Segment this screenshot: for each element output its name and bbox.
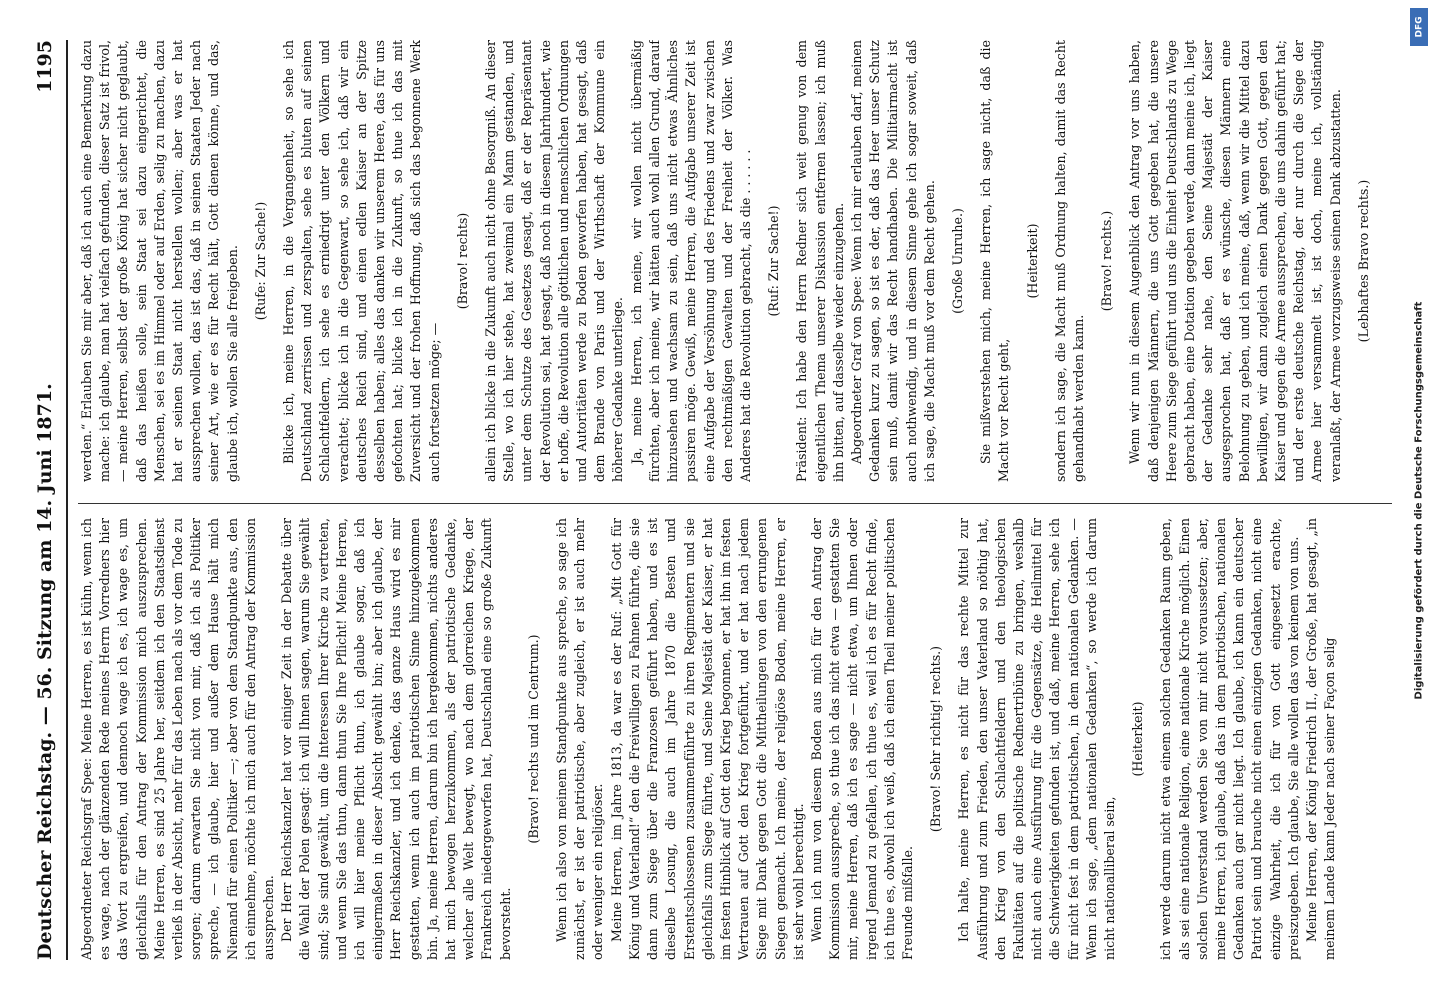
page-number: 1195 bbox=[34, 40, 56, 93]
paragraph: werden.“ Erlauben Sie mir aber, daß ich auch eine Bemerkung dazu mache: ich glaube, man hat vielfach gefunden, dieser Satz ist frivol, — meine Herren, selbst der große König hat sicher nicht geglaubt, daß das heißen solle, sein Staat sei dazu eingerichtet, die Menschen, sei es im Himmel oder auf Erden, selig zu machen, dazu hat er seinen Staat nicht herstellen wollen; aber was er hat aussprechen wollen, das ist das, daß in seinen Staaten Jeder nach seiner Art, wie er es für Recht hält, Gott dienen könne, und das, glaube ich, wollen Sie alle freigeben. bbox=[79, 40, 240, 482]
right-column bbox=[78, 40, 1392, 482]
dfg-logo: DFG bbox=[1410, 8, 1428, 46]
header-title: Deutscher Reichstag. — 56. Sitzung am 14. Juni 1871. bbox=[34, 383, 56, 960]
column-divider bbox=[78, 503, 1392, 504]
paragraph: Blicke ich, meine Herren, in die Vergangenheit, so sehe ich Deutschland zerrissen und zerspalten, sehe es bluten auf seinen Schlachtfeldern, ich sehe es erniedrigt unter den Völkern und verachtet; blicke ich in die Gegenwart, so sehe ich, daß wir ein deutsches Reich sind, und einen edlen Kaiser an der Spitze desselben haben; alles das danken wir unserem Heere, das für uns gefochten hat; blicke ich in die Zukunft, so thue ich das mit Zuversicht und der frohen Hoffnung, daß sich das begonnene Werk auch fortsetzen möge; — bbox=[281, 40, 442, 482]
interjection: (Große Unruhe.) bbox=[949, 208, 965, 314]
interjection: (Bravo! rechts.) bbox=[1099, 210, 1115, 312]
interjection: (Rufe: Zur Sache!) bbox=[252, 201, 268, 321]
paragraph: Wenn wir nun in diesem Augenblick den Antrag vor uns haben, daß denjenigen Männern, die uns Gott gegeben hat, die unsere Heere zum Siege geführt und uns die Einheit Deutschlands zu Wege gebracht haben, eine Dotation gegeben werde, dann meine ich, liegt der Gedanke sehr nahe, den Seine Majestät der Kaiser ausgesprochen hat, daß er es wünsche, diesen Männern eine Belohnung zu geben, und ich meine, daß, wenn wir die Mittel dazu bewilligen, wir dann zugleich einen Dank gegen Gott, gegen den Kaiser und gegen die Armee aussprechen, die uns dahin geführt hat; und der erste deutsche Reichstag, der nur durch die Siege der Armee hier versammelt ist, ist doch, meine ich, vollständig veranlaßt, der Armee vorzugsweise seinen Dank abzustatten. bbox=[1127, 40, 1343, 482]
paragraph: allein ich blicke in die Zukunft auch nicht ohne Besorgniß. An dieser Stelle, wo ich hier stehe, hat zweimal ein Mann gestanden, und unter dem Schutze des Gesetzes gesagt, daß er der Repräsentant der Revolution sei, hat gesagt, daß noch in diesem Jahrhundert, wie er hoffe, die Revolution alle göttlichen und menschlichen Ordnungen und Autoritäten werde zu Boden geworfen haben, hat gesagt, daß dem Brande von Paris und der Wirthschaft der Kommune ein höherer Gedanke unterliege. bbox=[483, 40, 626, 482]
interjection: (Bravo! rechts) bbox=[454, 212, 470, 310]
paragraph: Sie mißverstehen mich, meine Herren, ich sage nicht, daß die Macht vor Recht geht, bbox=[978, 40, 1012, 482]
interjection: (Heiterkeit) bbox=[1024, 223, 1040, 299]
paragraph: Ich halte, meine Herren, es nicht für das rechte Mittel zur Ausführung und zum Frieden, den unser Vaterland so nöthig hat, den Krieg von den Schlachtfeldern und den theologischen Fakultäten auf die politische Rednertribüne zu bringen, weshalb nicht auch eine Ausführung für die Gegensätze, die Heilmittel für die Schwierigkeiten gefunden ist, und daß, meine Herren, sehe ich für nicht fest in dem patriotischen, in dem nationalen Gedanken. — Wenn ich sage, „dem nationalen Gedanken“, so werde ich darum nicht nationalliberal sein, bbox=[956, 518, 1117, 960]
header-rule bbox=[66, 40, 68, 960]
interjection: (Bravo! rechts und im Centrum.) bbox=[525, 634, 541, 844]
dfg-credit: Digitalisierung gefördert durch die Deutsche Forschungsgemeinschaft bbox=[1413, 301, 1425, 699]
paragraph: Wenn ich also von meinem Standpunkte aus spreche, so sage ich zunächst, er ist der patriotische, aber zugleich, er ist auch mehr oder weniger ein religiöser. bbox=[554, 518, 606, 960]
paragraph: ich werde darum nicht etwa einem solchen Gedanken Raum geben, als sei eine nationale Religion, eine nationale Kirche möglich. Einen solchen Unverstand werden Sie von mir nicht voraussetzen; aber, meine Herren, ich glaube, daß das in dem patriotischen, nationalen Gedanken auch gar nicht liegt. Ich glaube, ich kann ein deutscher Patriot sein und brauche nicht einen einzigen Gedanken, nicht eine einzige Wahrheit, die ich für von Gott eingesetzt erachte, preiszugeben. Ich glaube, Sie alle wollen das von keinem von uns. bbox=[1158, 518, 1301, 960]
interjection: (Lebhaftes Bravo rechts.) bbox=[1355, 179, 1371, 343]
paragraph: sondern ich sage, die Macht muß Ordnung halten, damit das Recht gehandhabt werden kann. bbox=[1052, 40, 1086, 482]
paragraph: Meine Herren, im Jahre 1813, da war es der Ruf: „Mit Gott für König und Vaterland!“ den die Freiwilligen zu Fahnen führte, die sie dann zum Siege über die Franzosen geführt haben, und es ist dieselbe Losung, die auch im Jahre 1870 die Besten und Erstentschlossenen zusammenführte zu ihren Regimentern und sie gleichfalls zum Siege führte, und Seine Majestät der Kaiser, er hat im festen Hinblick auf Gott den Krieg begonnen, er hat ihn im festen Vertrauen auf Gott den Krieg fortgeführt, und er hat nach jedem Siege mit Dank gegen Gott die Mittheilungen von den errungenen Siegen gemacht. Ich meine, der religiöse Boden, meine Herren, er ist sehr wohl berechtigt. bbox=[608, 518, 806, 960]
dfg-sidebar bbox=[1406, 0, 1432, 1000]
paragraph: Abgeordneter Reichsgraf Spee: Meine Herren, es ist kühn, wenn ich es wage, nach der glänzenden Rede meines Herrn Vorredners hier das Wort zu ergreifen, und dennoch wage ich es, ich wage es, um gleichfalls für den Antrag der Kommission mich auszusprechen. Meine Herren, es sind 25 Jahre her, seitdem ich den Staatsdienst verließ in der Absicht, mehr für das Leben nach als vor dem Tode zu sorgen; darum erwarten Sie nicht von mir, daß ich als Politiker spreche, — ich glaube, hier und außer dem Hause hält mich Niemand für einen Politiker —; aber von dem Standpunkte aus, den ich einnehme, möchte ich mich auch für den Antrag der Kommission aussprechen. bbox=[79, 518, 277, 960]
left-column bbox=[78, 518, 1392, 960]
paragraph: Abgeordneter Graf von Spee: Wenn ich mir erlauben darf, meinen Gedanken kurz zu sagen, so ist es der, daß das Heer unser Schutz sein muß, damit wir das Recht handhaben. Die Militairmacht ist auch nothwendig, und in diesem Sinne gehe ich sogar soweit, daß ich sage, die Macht muß vor dem Recht gehen. bbox=[848, 40, 937, 482]
paragraph: Wenn ich nun von diesem Boden aus mich für den Antrag der Kommission ausspreche, so thue ich das nicht etwa — gestatten Sie mir, meine Herren, daß ich es sage — nicht etwa, um Ihnen oder irgend Jemand zu gefallen, ich thue es, weil ich es für Recht finde, ich thue es, obwohl ich weiß, daß ich einen Theil meiner politischen Freunde mißfalle. bbox=[808, 518, 915, 960]
interjection: (Ruf: Zur Sache!) bbox=[766, 205, 782, 317]
interjection: (Heiterkeit) bbox=[1130, 701, 1146, 777]
page-header bbox=[28, 40, 62, 960]
paragraph: Ja, meine Herren, ich meine, wir wollen nicht übermäßig fürchten, aber ich meine, wir hätten auch wohl allen Grund, darauf hinzusehen und wachsam zu sein, daß uns nicht etwas Ähnliches passiren möge. Gewiß, meine Herren, die Aufgabe unserer Zeit ist eine Aufgabe der Versöhnung und des Friedens und zwar zwischen den rechtmäßigen Gewalten und der Freiheit der Völker. Was Anderes hat die Revolution gebracht, als die . . . . . . bbox=[628, 40, 753, 482]
paragraph: Präsident: Ich habe den Herrn Redner sich weit genug von dem eigentlichen Thema unserer Diskussion entfernen lassen; ich muß ihn bitten, auf dasselbe wieder einzugehen. bbox=[794, 40, 846, 482]
paragraph: Der Herr Reichskanzler hat vor einiger Zeit in der Debatte über die Wahl der Polen gesagt: ich will Ihnen sagen, warum Sie gewählt sind; Sie sind gewählt, um die Interessen Ihrer Kirche zu vertreten, und wenn Sie das thun, dann thun Sie Ihre Pflicht! Meine Herren, ich will hier meine Pflicht thun, ich glaube sogar, daß ich einigermaßen in dieser Absicht gewählt bin; aber ich glaube, der Herr Reichskanzler, und ich denke, das ganze Haus wird es mir gestatten, wenn ich auch im patriotischen Sinne hinzugekommen bin. Ja, meine Herren, darum bin ich hergekommen, nichts anderes hat mich bewogen herzukommen, als der patriotische Gedanke, welcher alle Welt bewegt, wo nach dem glorreichen Kriege, der Frankreich niedergeworfen hat, Deutschland eine so große Zukunft bevorsteht. bbox=[279, 518, 513, 960]
paragraph: Meine Herren, der König Friedrich II., der Große, hat gesagt, „in meinem Lande kann Jeder nach seiner Façon selig bbox=[1304, 518, 1338, 960]
interjection: (Bravo! Sehr richtig! rechts.) bbox=[928, 645, 944, 833]
